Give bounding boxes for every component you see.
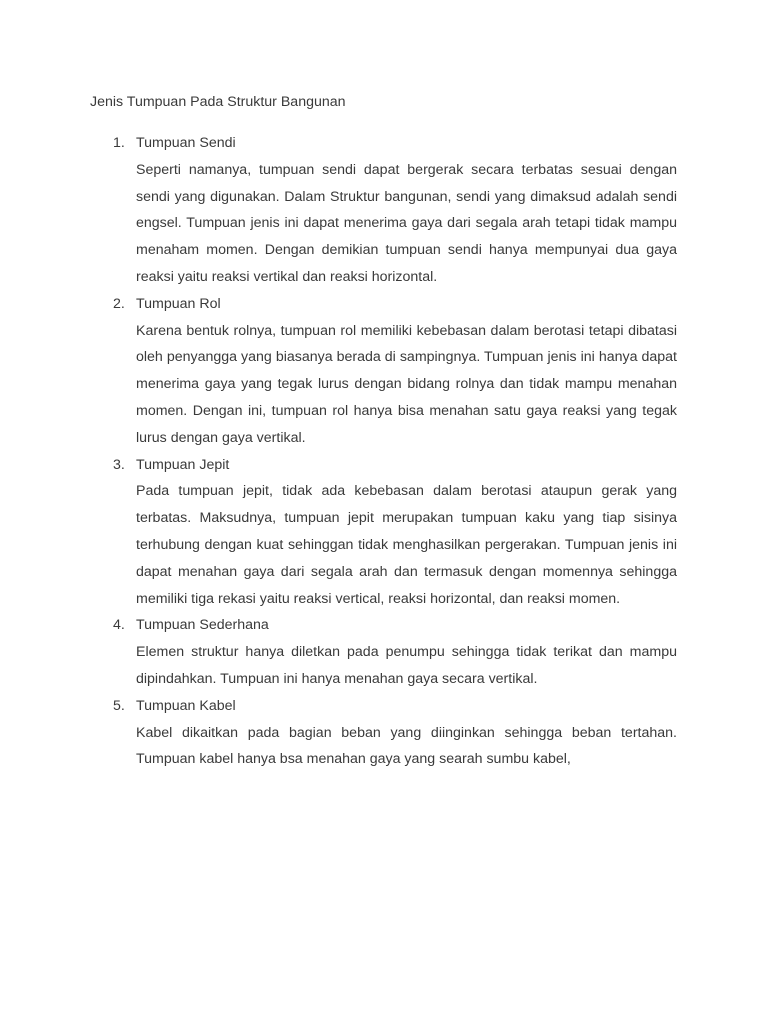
- list-item-number: 2.: [113, 295, 125, 312]
- list-item-number: 5.: [113, 697, 125, 714]
- list-item-heading-text: Tumpuan Sederhana: [136, 617, 269, 634]
- list-item-heading: [110, 291, 677, 318]
- list-item-heading: [110, 452, 677, 479]
- support-types-list: [110, 130, 677, 773]
- list-item-tumpuan-jepit: [110, 452, 677, 613]
- list-item-paragraph: Pada tumpuan jepit, tidak ada kebebasan dalam berotasi ataupun gerak yang terbatas. Maksudnya, tumpuan jepit merupakan tumpuan kaku yang tiap sisinya terhubung dengan kuat sehinggan tidak menghasilkan pergerakan. Tumpuan jenis ini dapat menahan gaya dari segala arah dan termasuk dengan momennya sehingga memiliki tiga rekasi yaitu reaksi vertical, reaksi horizontal, dan reaksi momen.: [136, 483, 677, 607]
- list-item-number: 1.: [113, 135, 125, 151]
- list-item-number: 4.: [113, 617, 125, 634]
- list-item-paragraph: Seperti namanya, tumpuan sendi dapat bergerak secara terbatas sesuai dengan sendi yang digunakan. Dalam Struktur bangunan, sendi yang dimaksud adalah sendi engsel. Tumpuan jenis ini dapat menerima gaya dari segala arah tetapi tidak mampu menaham momen. Dengan demikian tumpuan sendi hanya mempunyai dua gaya reaksi yaitu reaksi vertikal dan reaksi horizontal.: [136, 161, 677, 285]
- list-item-tumpuan-sendi: [110, 130, 677, 291]
- list-item-heading-text: Tumpuan Kabel: [136, 697, 236, 714]
- list-item-heading: [110, 612, 677, 639]
- list-item-heading-text: Tumpuan Sendi: [136, 135, 236, 151]
- list-item-heading-text: Tumpuan Rol: [136, 295, 221, 312]
- list-item-heading: [110, 130, 677, 157]
- list-item-tumpuan-rol: [110, 291, 677, 452]
- list-item-tumpuan-kabel: [110, 693, 677, 773]
- list-item-paragraph: Karena bentuk rolnya, tumpuan rol memiliki kebebasan dalam berotasi tetapi dibatasi oleh penyangga yang biasanya berada di sampingnya. Tumpuan jenis ini hanya dapat menerima gaya yang tegak lurus dengan bidang rolnya dan tidak mampu menahan momen. Dengan ini, tumpuan rol hanya bisa menahan satu gaya reaksi yang tegak lurus dengan gaya vertikal.: [136, 322, 677, 446]
- list-item-number: 3.: [113, 456, 125, 473]
- document-title: Jenis Tumpuan Pada Struktur Bangunan: [90, 94, 346, 110]
- list-item-heading: [110, 693, 677, 720]
- list-item-paragraph: Elemen struktur hanya diletkan pada penumpu sehingga tidak terikat dan mampu dipindahkan. Tumpuan ini hanya menahan gaya secara vertikal.: [136, 644, 677, 687]
- list-item-heading-text: Tumpuan Jepit: [136, 456, 230, 473]
- list-item-paragraph: Kabel dikaitkan pada bagian beban yang diinginkan sehingga beban tertahan. Tumpuan kabel hanya bsa menahan gaya yang searah sumbu kabel,: [136, 724, 677, 768]
- list-item-tumpuan-sederhana: [110, 612, 677, 692]
